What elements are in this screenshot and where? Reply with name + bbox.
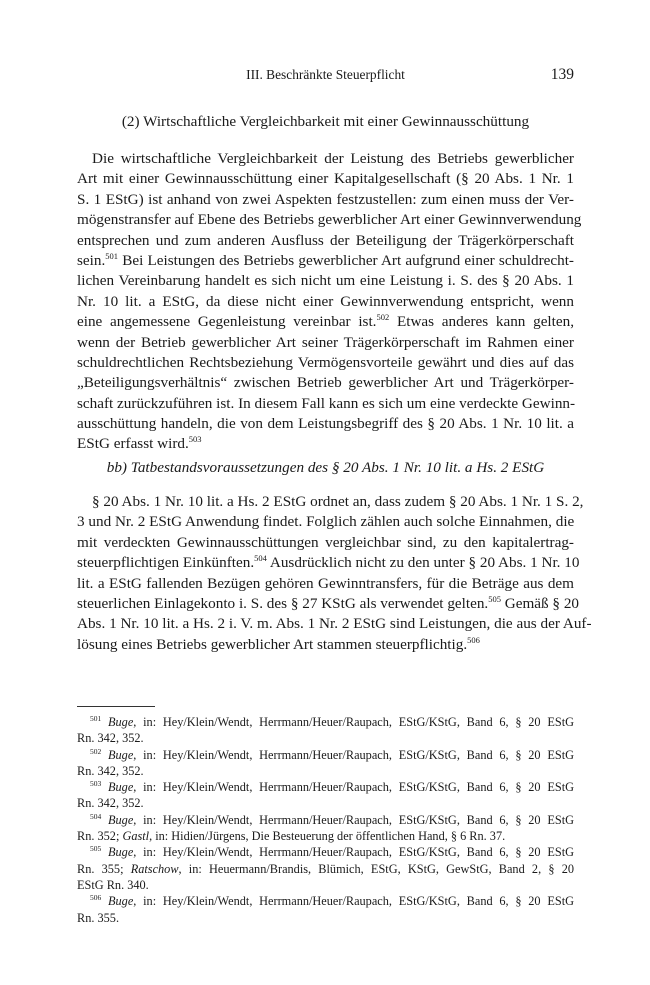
footnote-author: Buge: [108, 747, 134, 762]
section-heading-wirtschaftliche-vergleichbarkeit: (2) Wirtschaftliche Vergleichbarkeit mit einer Gewinnausschüttung: [121, 113, 530, 130]
text-segment: sein.: [77, 251, 106, 269]
footnote-number: 506: [90, 893, 102, 903]
footnote-ref-501[interactable]: 501: [105, 250, 119, 261]
footnote-ref-502[interactable]: 502: [376, 312, 390, 323]
text-line: lit. a EStG fallenden Bezügen gehören Gewinntransfers, für die Beträge aus dem: [77, 574, 574, 592]
text-segment: EStG erfasst wird.: [77, 435, 189, 453]
footnote-text: , in: Heuermann/Brandis, Blümich, EStG, KStG, GewStG, Band 2, § 20: [178, 861, 575, 876]
footnote-text: , in: Hey/Klein/Wendt, Herrmann/Heuer/Raupach, EStG/KStG, Band 6, § 20 EStG: [133, 747, 574, 762]
text-segment: Ausdrücklich nicht zu den unter § 20 Abs. 1 Nr. 10: [266, 554, 580, 572]
footnote-author: Buge: [108, 894, 134, 909]
footnote-text: , in: Hey/Klein/Wendt, Herrmann/Heuer/Raupach, EStG/KStG, Band 6, § 20 EStG: [133, 845, 574, 860]
footnote-505: [77, 844, 574, 860]
footnote-number: 501: [90, 714, 102, 723]
footnote-author: Gastl: [122, 829, 150, 844]
text-line: Die wirtschaftliche Vergleichbarkeit der Leistung des Betriebs gewerblicher: [92, 150, 574, 167]
text-line: S. 1 EStG) ist anhand von zwei Aspekten festzustellen: zum einen muss der Ver-: [77, 190, 574, 208]
text-line: ausschüttung handeln, die von dem Leistungsbegriff des § 20 Abs. 1 Nr. 10 lit. a: [77, 415, 574, 433]
text-line: schaft zurückzuführen ist. In diesem Fall kann es sich um eine verdeckte Gewinn-: [77, 394, 576, 412]
text-line: [77, 635, 574, 655]
text-segment: steuerlichen Einlagekonto i. S. des § 27 KStG als verwendet gelten.: [77, 594, 489, 612]
running-head-title: III. Beschränkte Steuerpflicht: [246, 67, 405, 82]
footnote-author: Buge: [108, 812, 134, 827]
text-segment: Gemäß § 20: [500, 594, 580, 612]
text-line: § 20 Abs. 1 Nr. 10 lit. a Hs. 2 EStG ordnet an, dass zudem § 20 Abs. 1 Nr. 1 S. 2,: [92, 493, 584, 510]
footnote-ref-503[interactable]: 503: [188, 434, 202, 445]
footnote-separator: [77, 706, 155, 707]
text-line: [77, 434, 574, 454]
footnote-author: Buge: [108, 780, 134, 795]
footnote-505-cont: [77, 861, 574, 877]
text-segment: Bei Leistungen des Betriebs gewerblicher Art aufgrund einer schuldrecht-: [118, 251, 574, 269]
footnote-502: [77, 747, 574, 763]
text-line: [77, 312, 574, 332]
text-segment: eine angemessene Gegenleistung vereinbar ist.: [77, 313, 377, 331]
footnote-number: 502: [90, 746, 102, 756]
footnote-text: , in: Hey/Klein/Wendt, Herrmann/Heuer/Raupach, EStG/KStG, Band 6, § 20 EStG: [133, 894, 574, 909]
footnote-text: , in: Hidien/Jürgens, Die Besteuerung der öffentlichen Hand, § 6 Rn. 37.: [149, 829, 506, 844]
footnote-506-cont: Rn. 355.: [77, 910, 120, 925]
footnotes: [77, 714, 574, 926]
text-line: mit verdeckten Gewinnausschüttungen vergleichbar sind, zu den kapitalertrag-: [77, 533, 574, 551]
footnote-504-cont: [77, 828, 574, 844]
text-line: [77, 251, 574, 271]
footnote-502-cont: Rn. 342, 352.: [77, 763, 144, 778]
footnote-author: Buge: [108, 845, 134, 860]
footnote-503-cont: Rn. 342, 352.: [77, 796, 144, 811]
page-number: 139: [550, 66, 574, 83]
footnote-503: [77, 779, 574, 795]
text-line: schuldrechtlichen Rechtsbeziehung Vermögensvorteile gewährt und dies auf das: [77, 353, 574, 371]
footnote-number: 505: [90, 844, 102, 854]
footnote-text: Rn. 352;: [77, 829, 123, 844]
text-segment: Etwas anderes kann gelten,: [389, 313, 574, 331]
footnote-text: , in: Hey/Klein/Wendt, Herrmann/Heuer/Raupach, EStG/KStG, Band 6, § 20 EStG: [133, 812, 574, 827]
footnote-number: 503: [90, 779, 102, 789]
text-line: Art mit einer Gewinnausschüttung einer Kapitalgesellschaft (§ 20 Abs. 1 Nr. 1: [77, 170, 574, 188]
text-segment: steuerpflichtigen Einkünften.: [77, 554, 255, 572]
footnote-501-cont: Rn. 342, 352.: [77, 731, 144, 746]
footnote-ref-504[interactable]: 504: [254, 553, 267, 564]
text-line: „Beteiligungsverhältnis“ zwischen Betrieb gewerblicher Art und Trägerkörper-: [77, 374, 574, 392]
text-segment: lösung eines Betriebs gewerblicher Art stammen steuerpflichtig.: [77, 635, 468, 653]
footnote-505-cont: EStG Rn. 340.: [77, 877, 149, 892]
text-line: wenn der Betrieb gewerblicher Art seiner Trägerkörperschaft im Rahmen einer: [77, 333, 574, 351]
text-line: 3 und Nr. 2 EStG Anwendung findet. Folglich zählen auch solche Einnahmen, die: [77, 513, 575, 531]
text-line: [77, 593, 580, 614]
text-line: [77, 553, 580, 573]
paragraph-2: [77, 492, 592, 655]
footnote-author: Buge: [108, 715, 134, 729]
footnote-text: , in: Hey/Klein/Wendt, Herrmann/Heuer/Raupach, EStG/KStG, Band 6, § 20 EStG: [133, 715, 574, 729]
footnote-ref-505[interactable]: 505: [488, 593, 501, 604]
text-line: lichen Vereinbarung handelt es sich nicht um eine Leistung i. S. des § 20 Abs. 1: [77, 272, 574, 290]
running-head: [77, 66, 574, 88]
footnote-author: Ratschow: [130, 861, 179, 876]
footnote-text: , in: Hey/Klein/Wendt, Herrmann/Heuer/Raupach, EStG/KStG, Band 6, § 20 EStG: [133, 780, 574, 795]
section-heading-tatbestandsvoraussetzungen: bb) Tatbestandsvoraussetzungen des § 20 Abs. 1 Nr. 10 lit. a Hs. 2 EStG: [106, 459, 545, 476]
footnote-501: [77, 714, 574, 730]
text-line: Nr. 10 lit. a EStG, da diese nicht einer Gewinnverwendung entspricht, wenn: [77, 292, 574, 310]
text-line: Abs. 1 Nr. 10 lit. a Hs. 2 i. V. m. Abs. 1 Nr. 2 EStG sind Leistungen, die aus der Auf-: [77, 615, 592, 633]
footnote-ref-506[interactable]: 506: [467, 634, 480, 645]
footnote-506: [77, 893, 574, 909]
footnote-number: 504: [90, 811, 102, 821]
footnote-504: [77, 812, 574, 828]
paragraph-1: [77, 149, 582, 455]
footnote-text: Rn. 355;: [77, 861, 131, 876]
text-line: mögenstransfer auf Ebene des Betriebs gewerblicher Art einer Gewinnverwendung: [77, 211, 582, 229]
text-line: entsprechen und zum anderen Ausfluss der Beteiligung der Trägerkörperschaft: [77, 231, 574, 249]
